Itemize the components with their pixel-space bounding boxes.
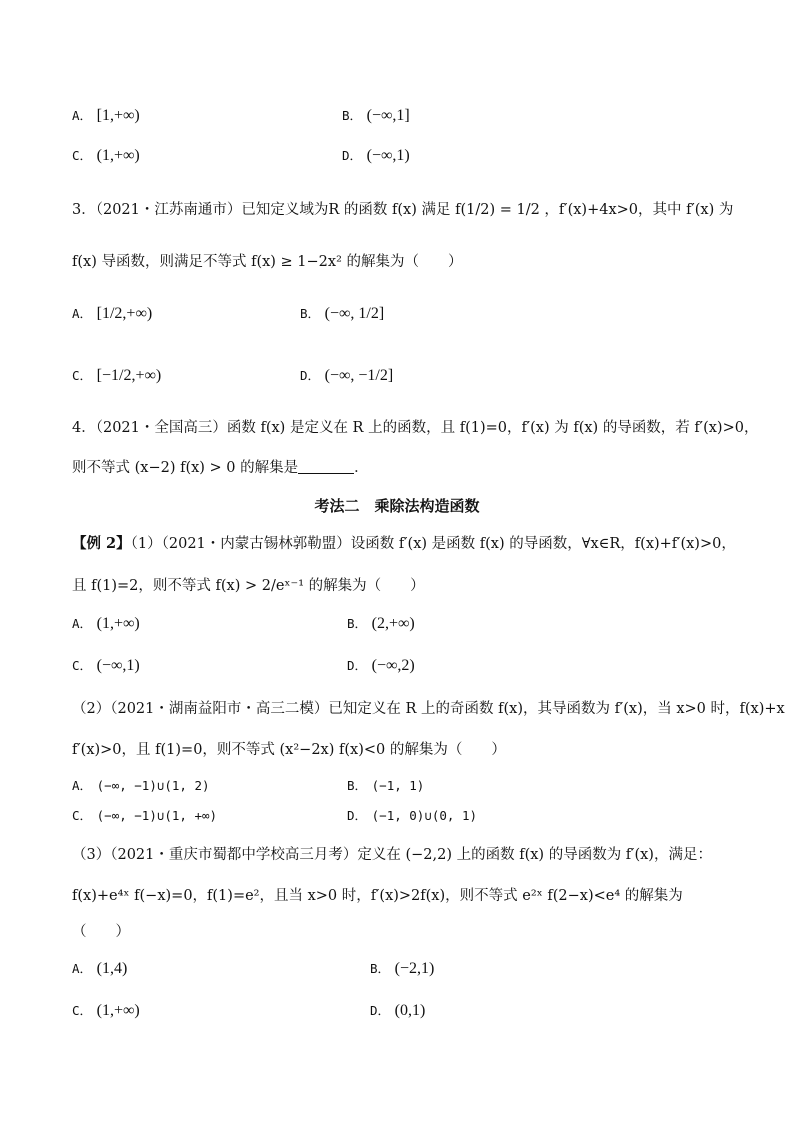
example-2-part-2-option-b: [347, 776, 424, 796]
option-label: A．: [72, 616, 93, 631]
example-2-part-3-option-b: [370, 959, 434, 979]
option-label: B．: [347, 616, 368, 631]
question-3-option-b: [300, 304, 384, 324]
question-4-line-2: [72, 458, 369, 478]
option-label: D．: [347, 658, 368, 673]
option-label: D．: [370, 1003, 391, 1018]
option-value: (2,+∞): [371, 615, 415, 632]
example-2-part-3-line-2: f(x)+e⁴ˣ f(−x)=0，f(1)=e²，且当 x>0 时，f′(x)>2f(x)，则不等式 e²ˣ f(2−x)<e⁴ 的解集为: [72, 888, 683, 904]
option-a: [72, 106, 140, 126]
option-label: B．: [342, 108, 363, 123]
option-label: C．: [72, 658, 93, 673]
section-title: 考法二 乘除法构造函数: [314, 497, 480, 515]
example-2-part-1-option-b: [347, 614, 415, 634]
option-label: A．: [72, 961, 93, 976]
example-2-part-2-option-c: [72, 806, 217, 826]
option-value: (−∞, −1)∪(1, +∞): [96, 808, 218, 823]
example-2-part-2-option-d: [347, 806, 477, 826]
option-value: (−∞,1): [366, 147, 410, 164]
option-value: (1,+∞): [96, 1002, 140, 1019]
example-2-part-1-option-c: [72, 656, 140, 676]
example-2-part-1-line-2: 且 f(1)=2，则不等式 f(x) > 2/eˣ⁻¹ 的解集为（ ）: [72, 578, 425, 594]
option-value: (−1, 1): [371, 778, 425, 793]
option-value: (1,4): [96, 960, 128, 977]
option-value: (−∞,1]: [366, 107, 410, 124]
option-value: (−∞,1): [96, 657, 140, 674]
option-label: D．: [342, 148, 363, 163]
option-value: (−∞, 1/2]: [324, 305, 385, 322]
example-2-part-2-line-2: f′(x)>0，且 f(1)=0，则不等式 (x²−2x) f(x)<0 的解集为（ ）: [72, 742, 506, 758]
option-label: C．: [72, 808, 93, 823]
example-2-part-3-option-c: [72, 1001, 140, 1021]
example-2-part-1-line-1: [72, 534, 736, 554]
option-value: (0,1): [394, 1002, 426, 1019]
example-2-part-1-option-d: [347, 656, 415, 676]
example-2-part-3-line-3: （ ）: [72, 924, 130, 940]
option-value: (−∞,2): [371, 657, 415, 674]
question-3-line-2: f(x) 导函数，则满足不等式 f(x) ≥ 1−2x² 的解集为（ ）: [72, 254, 463, 270]
option-d: [342, 146, 410, 166]
question-3-option-d: [300, 366, 393, 386]
option-label: A．: [72, 306, 93, 321]
example-tag: 【例 2】: [72, 535, 131, 552]
option-label: D．: [347, 808, 368, 823]
option-value: (1,+∞): [96, 147, 140, 164]
option-label: A．: [72, 108, 93, 123]
period: ．: [354, 460, 369, 476]
question-4-line-1: 4．（2021・全国高三）函数 f(x) 是定义在 R 上的函数，且 f(1)=0，f′(x) 为 f(x) 的导函数，若 f′(x)>0，: [72, 420, 759, 436]
example-2-part-3-option-d: [370, 1001, 425, 1021]
option-label: C．: [72, 1003, 93, 1018]
option-value: (−2,1): [394, 960, 435, 977]
example-2-part-3-line-1: （3）（2021・重庆市蜀都中学校高三月考）定义在 (−2,2) 上的函数 f(x) 的导函数为 f′(x)，满足：: [72, 847, 712, 863]
option-b: [342, 106, 410, 126]
question-3-line-1: 3．（2021・江苏南通市）已知定义域为R 的函数 f(x) 满足 f(1/2) = 1/2 ，f′(x)+4x>0，其中 f′(x) 为: [72, 202, 734, 218]
example-2-part-2-line-1: （2）（2021・湖南益阳市・高三二模）已知定义在 R 上的奇函数 f(x)，其导函数为 f′(x)，当 x>0 时，f(x)+x: [72, 701, 785, 717]
option-value: [−1/2,+∞): [96, 367, 162, 384]
example-2-part-1-option-a: [72, 614, 140, 634]
option-label: B．: [300, 306, 321, 321]
option-label: A．: [72, 778, 93, 793]
option-value: (1,+∞): [96, 615, 140, 632]
example-text: （1）（2021・内蒙古锡林郭勒盟）设函数 f′(x) 是函数 f(x) 的导函数，∀x∈R，f(x)+f′(x)>0，: [130, 536, 736, 552]
option-value: (−1, 0)∪(0, 1): [371, 808, 477, 823]
option-label: B．: [370, 961, 391, 976]
question-4-text: 则不等式 (x−2) f(x) > 0 的解集是: [72, 460, 299, 476]
example-2-part-3-option-a: [72, 959, 127, 979]
question-3-option-c: [72, 366, 161, 386]
answer-blank[interactable]: [298, 459, 354, 474]
option-label: C．: [72, 148, 93, 163]
option-value: [1/2,+∞): [96, 305, 153, 322]
option-c: [72, 146, 140, 166]
option-value: (−∞, −1)∪(1, 2): [96, 778, 210, 793]
option-value: [1,+∞): [96, 107, 140, 124]
option-label: B．: [347, 778, 368, 793]
example-2-part-2-option-a: [72, 776, 210, 796]
option-label: C．: [72, 368, 93, 383]
option-label: D．: [300, 368, 321, 383]
question-3-option-a: [72, 304, 152, 324]
option-value: (−∞, −1/2]: [324, 367, 394, 384]
